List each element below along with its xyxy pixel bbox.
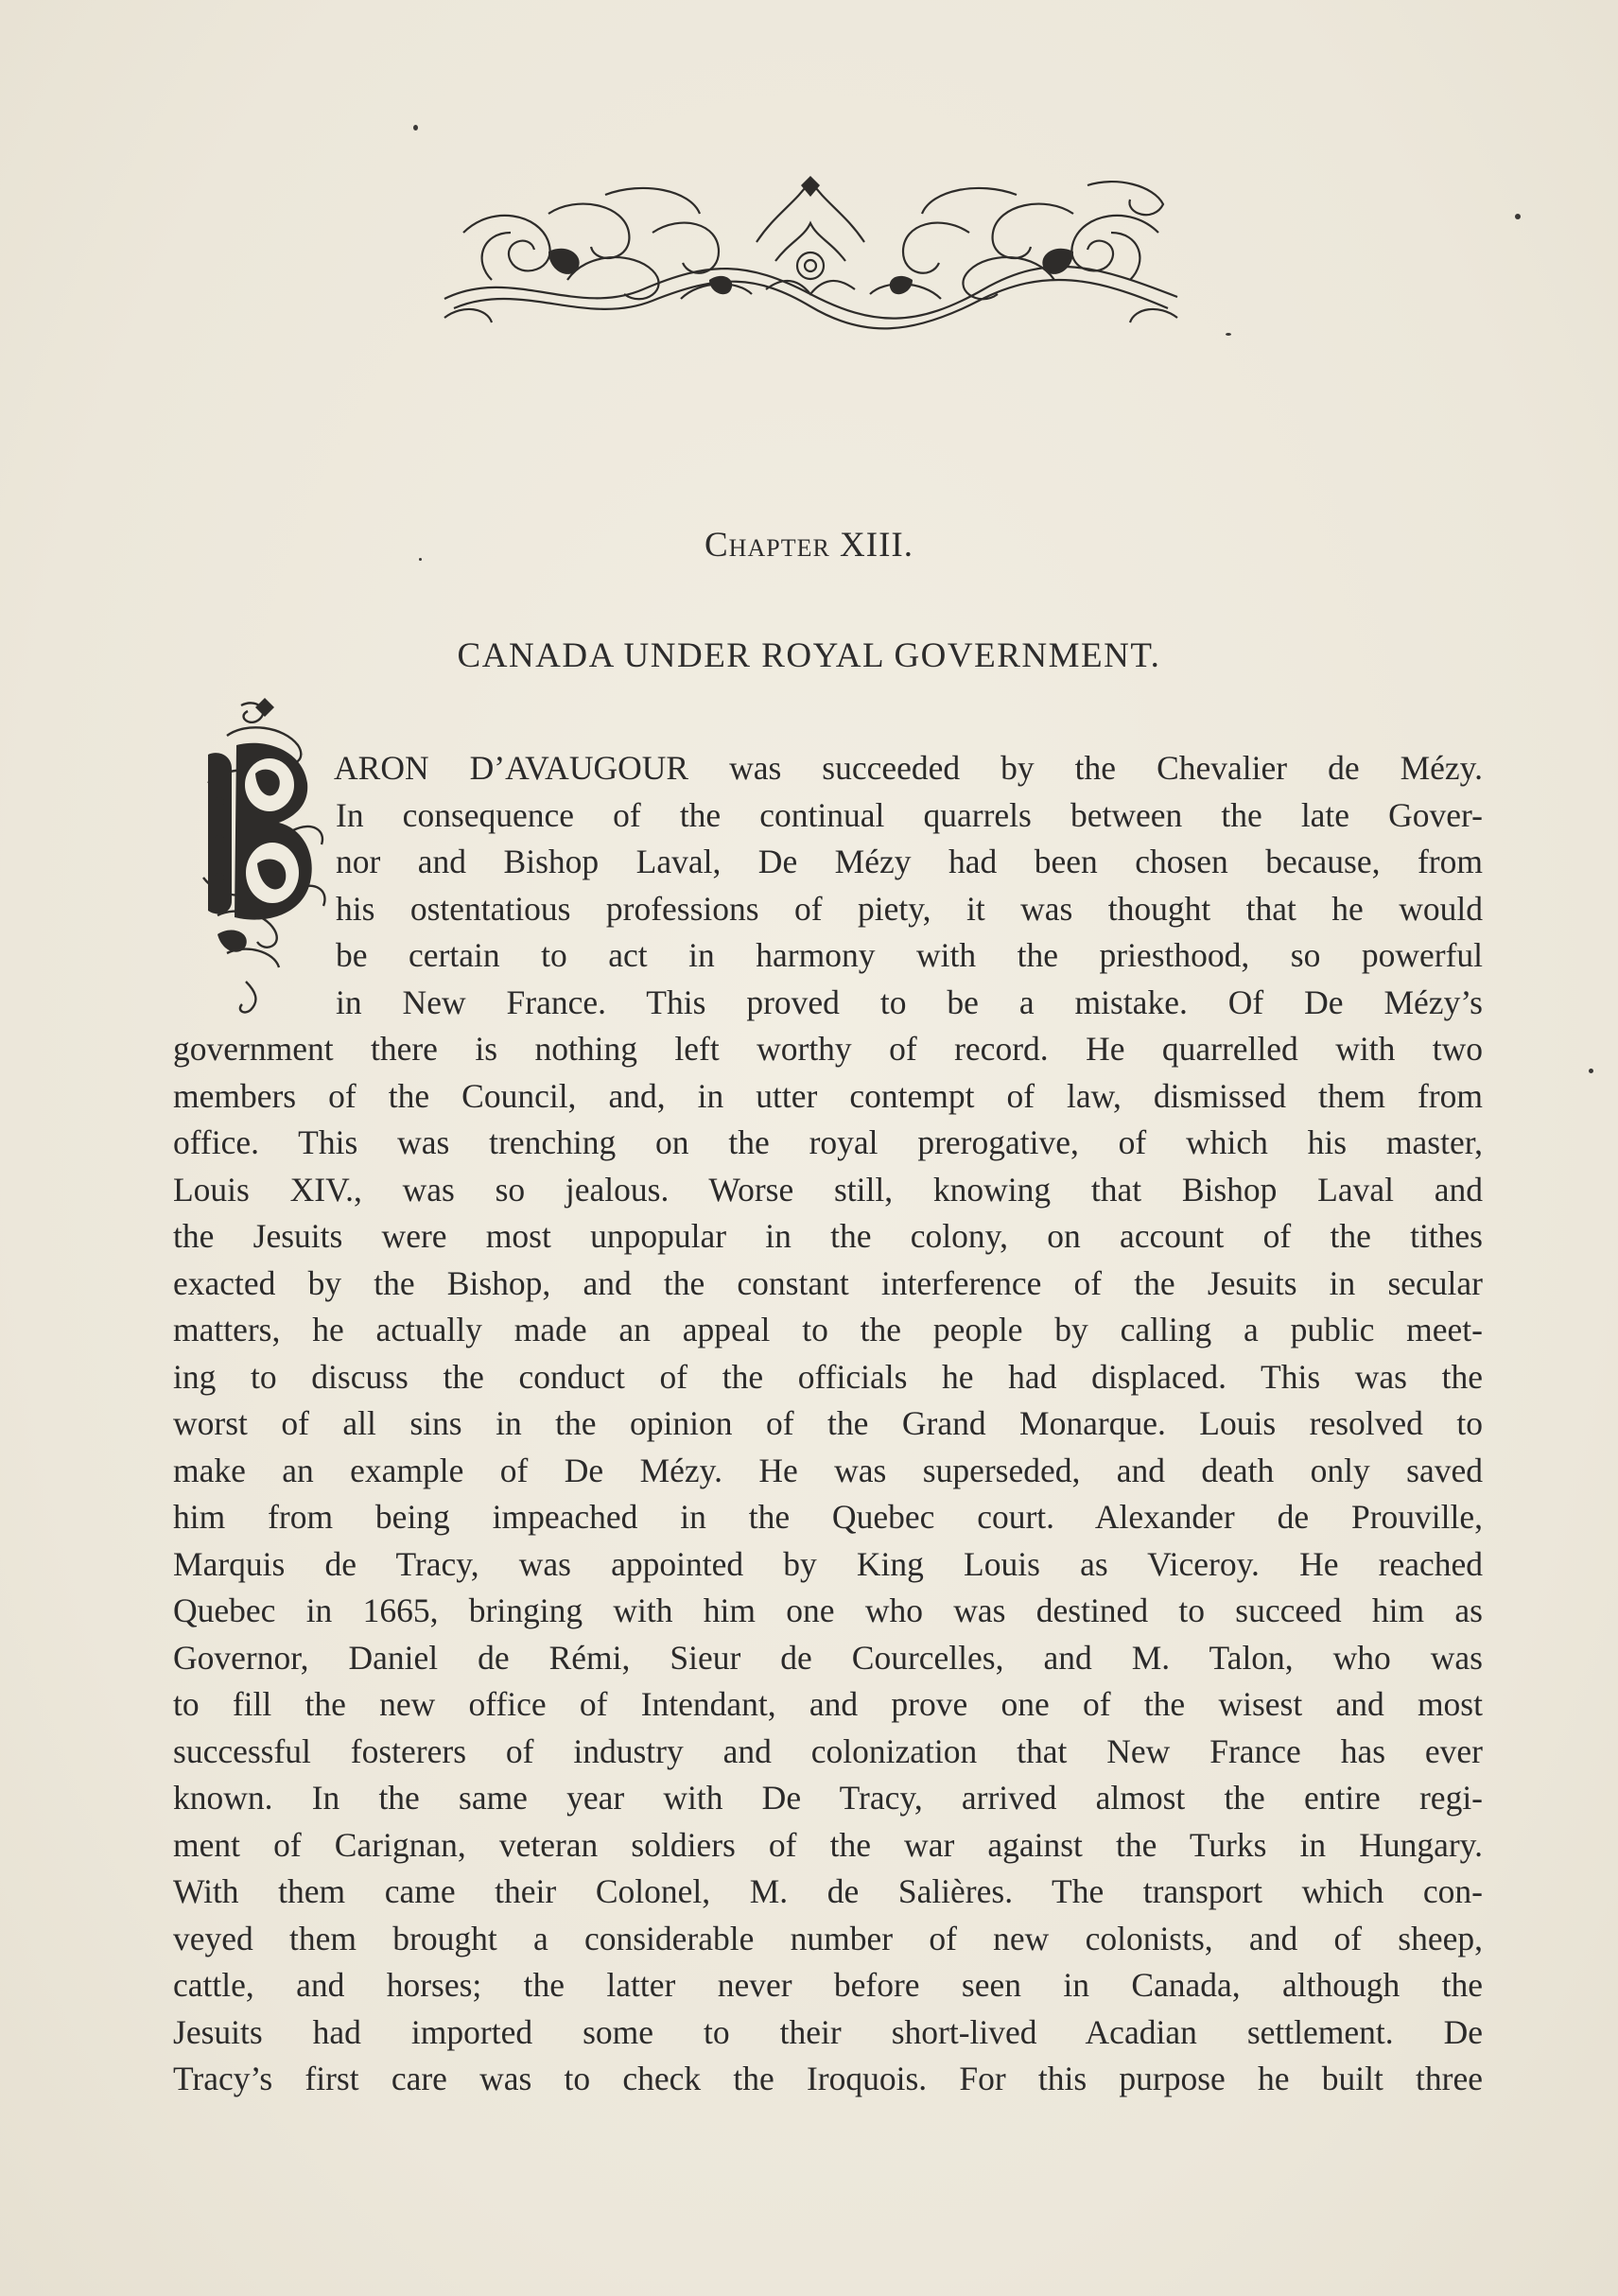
chapter-title: CANADA UNDER ROYAL GOVERNMENT.	[457, 636, 1161, 675]
body-line: in New France. This proved to be a mistake. Of De Mézy’s	[336, 983, 1483, 1021]
body-line: matters, he actually made an appeal to the people by calling a public meet-	[173, 1311, 1483, 1348]
body-line: office. This was trenching on the royal prerogative, of which his master,	[173, 1123, 1483, 1161]
chapter-body	[173, 745, 1483, 2103]
body-line: worst of all sins in the opinion of the Grand Monarque. Louis resolved to	[173, 1404, 1483, 1442]
ornamental-headpiece	[435, 176, 1187, 332]
body-line: exacted by the Bishop, and the constant interference of the Jesuits in secular	[173, 1263, 1483, 1302]
drop-cap-letter: B	[303, 755, 304, 756]
paper-speck	[419, 558, 422, 561]
body-line: Marquis de Tracy, was appointed by King Louis as Viceroy. He reached	[173, 1544, 1483, 1583]
chapter-label-prefix: Chapter	[705, 526, 830, 565]
body-line: With them came their Colonel, M. de Salières. The transport which con-	[173, 1872, 1483, 1910]
body-line: ARON D’AVAUGOUR was succeeded by the Chevalier de Mézy.	[334, 749, 1483, 787]
body-line: Louis XIV., was so jealous. Worse still, knowing that Bishop Laval and	[173, 1170, 1483, 1209]
body-line: him from being impeached in the Quebec court. Alexander de Prouville,	[173, 1498, 1483, 1536]
body-line: to fill the new office of Intendant, and prove one of the wisest and most	[173, 1685, 1483, 1723]
body-line: In consequence of the continual quarrels between the late Gover-	[336, 795, 1483, 834]
body-line: Jesuits had imported some to their short-lived Acadian settlement. De	[173, 2012, 1483, 2051]
body-line: Governor, Daniel de Rémi, Sieur de Courcelles, and M. Talon, who was	[173, 1638, 1483, 1677]
body-line: government there is nothing left worthy of record. He quarrelled with two	[173, 1030, 1483, 1068]
chapter-label	[0, 525, 1618, 565]
paper-speck	[413, 125, 418, 130]
body-line: the Jesuits were most unpopular in the colony, on account of the tithes	[173, 1217, 1483, 1255]
paper-speck	[1226, 333, 1231, 336]
body-line: his ostentatious professions of piety, it was thought that he would	[336, 889, 1483, 928]
body-line: be certain to act in harmony with the priesthood, so powerful	[336, 936, 1483, 974]
body-line: members of the Council, and, in utter contempt of law, dismissed them from	[173, 1076, 1483, 1115]
body-line: Tracy’s first care was to check the Iroquois. For this purpose he built three	[173, 2060, 1483, 2097]
body-line: known. In the same year with De Tracy, arrived almost the entire regi-	[173, 1779, 1483, 1817]
paper-speck	[1515, 214, 1521, 219]
body-line: veyed them brought a considerable number of new colonists, and of sheep,	[173, 1919, 1483, 1957]
body-line: ment of Carignan, veteran soldiers of the war against the Turks in Hungary.	[173, 1825, 1483, 1864]
body-line: cattle, and horses; the latter never before seen in Canada, although the	[173, 1966, 1483, 2004]
body-line: successful fosterers of industry and colonization that New France has ever	[173, 1731, 1483, 1770]
paper-speck	[1589, 1069, 1593, 1073]
body-line: ing to discuss the conduct of the officials he had displaced. This was the	[173, 1357, 1483, 1396]
chapter-number: XIII.	[840, 526, 913, 565]
body-line: make an example of De Mézy. He was superseded, and death only saved	[173, 1451, 1483, 1489]
body-line: Quebec in 1665, bringing with him one who was destined to succeed him as	[173, 1592, 1483, 1629]
body-line: nor and Bishop Laval, De Mézy had been chosen because, from	[336, 843, 1483, 880]
